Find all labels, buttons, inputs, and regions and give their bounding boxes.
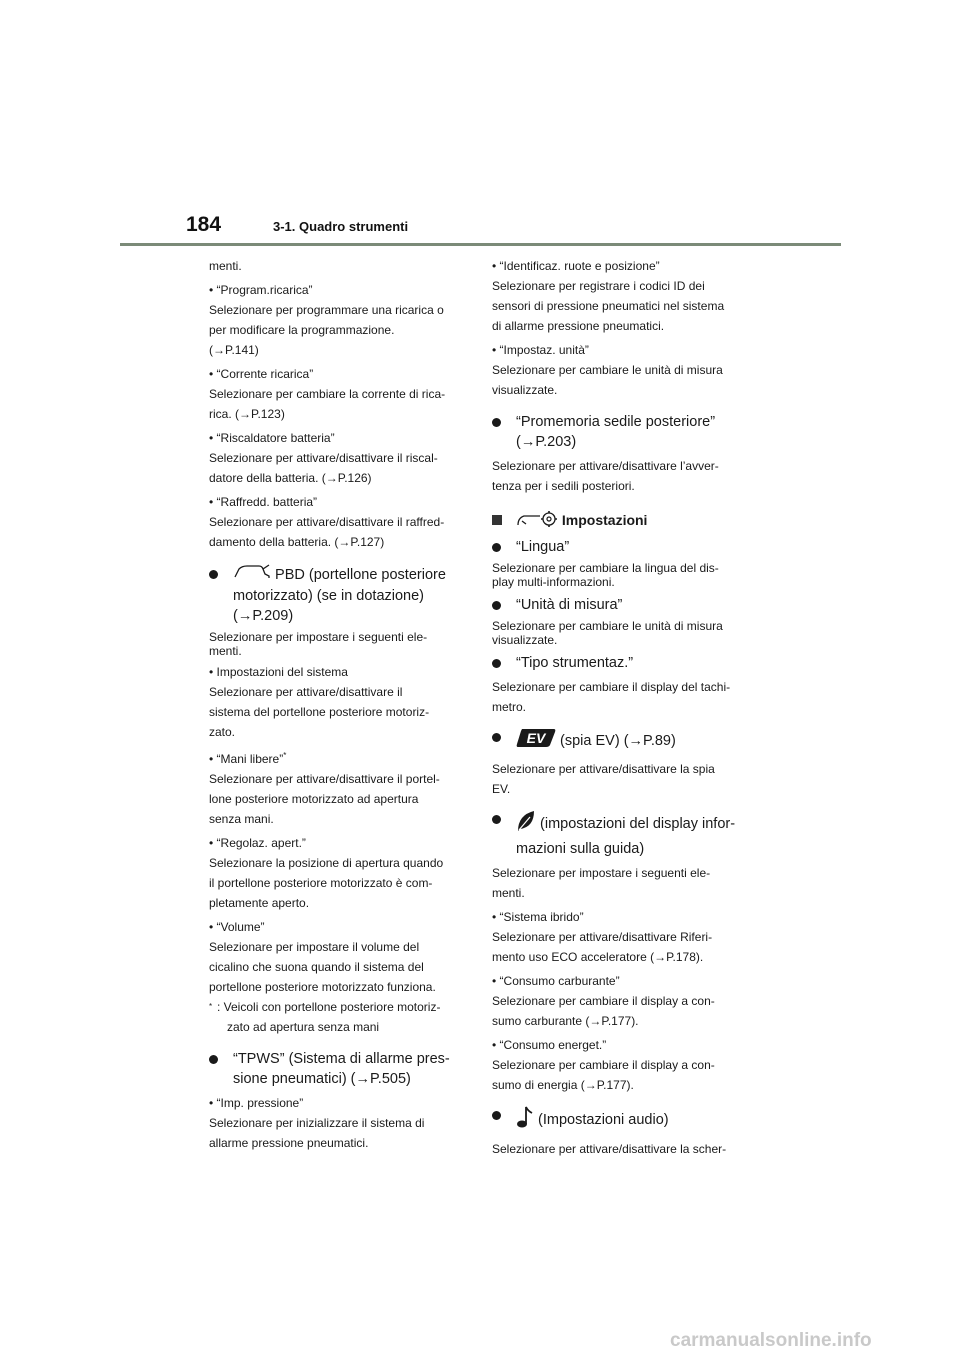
- text-line: portellone posteriore motorizzato funziona.: [209, 980, 436, 994]
- bullet-icon: [492, 418, 501, 427]
- text-line: pletamente aperto.: [209, 896, 310, 910]
- text-line: tenza per i sedili posteriori.: [492, 479, 635, 493]
- bullet-icon: [492, 601, 501, 610]
- text-line: metro.: [492, 700, 527, 714]
- bullet-icon: [492, 815, 501, 824]
- list-item: • “Program.ricarica”: [209, 283, 313, 297]
- text-line: rica. (→P.123): [209, 407, 285, 421]
- text-line: per modificare la programmazione.: [209, 323, 395, 337]
- svg-text:EV: EV: [526, 730, 546, 746]
- text-line: Selezionare la posizione di apertura quando: [209, 856, 444, 870]
- heading-text: sione pneumatici) (→P.505): [233, 1071, 411, 1087]
- text-line: Selezionare per attivare/disattivare il: [209, 685, 403, 699]
- text-line: Selezionare per attivare/disattivare il portel-: [209, 772, 440, 786]
- heading-text: (impostazioni del display infor-: [540, 815, 736, 832]
- heading-ev-indicator: [492, 727, 747, 755]
- text-line: Selezionare per programmare una ricarica o: [209, 303, 444, 317]
- right-column: [492, 256, 747, 1159]
- text-line: sumo di energia (→P.177).: [492, 1078, 634, 1092]
- heading-pbd: [209, 564, 464, 626]
- text-line: visualizzate.: [492, 633, 558, 647]
- heading-text: motorizzato) (se in dotazione): [233, 588, 424, 604]
- text-line: Selezionare per impostare i seguenti ele-: [209, 630, 428, 644]
- text-line: Selezionare per cambiare il display a con-: [492, 994, 715, 1008]
- list-item: • Impostazioni del sistema: [209, 665, 348, 679]
- footnote-text: : Veicoli con portellone posteriore motoriz-: [217, 1000, 441, 1014]
- list-item: • “Identificaz. ruote e posizione”: [492, 259, 660, 273]
- footnote: [209, 997, 464, 1037]
- list-item: • “Raffredd. batteria”: [209, 495, 318, 509]
- text-line: zato.: [209, 725, 236, 739]
- text-line: cicalino che suona quando il sistema del: [209, 960, 424, 974]
- text-line: Selezionare per cambiare il display a con-: [492, 1058, 715, 1072]
- text-line: visualizzate.: [492, 383, 558, 397]
- text-line: Selezionare per attivare/disattivare Riferi-: [492, 930, 713, 944]
- music-note-icon: [516, 1105, 534, 1135]
- text-line: menti.: [209, 259, 242, 273]
- heading-text: “Unità di misura”: [516, 597, 623, 613]
- text-line: allarme pressione pneumatici.: [209, 1136, 369, 1150]
- text-line: Selezionare per attivare/disattivare il raffred-: [209, 515, 445, 529]
- list-item: • “Consumo carburante”: [492, 974, 620, 988]
- list-item: • “Corrente ricarica”: [209, 367, 314, 381]
- text-line: Selezionare per inizializzare il sistema di: [209, 1116, 425, 1130]
- bullet-icon: [492, 659, 501, 668]
- footnote-text: zato ad apertura senza mani: [227, 1020, 380, 1034]
- text-line: Selezionare per impostare i seguenti ele-: [492, 866, 711, 880]
- heading-settings: [492, 510, 747, 533]
- bullet-icon: [492, 1111, 501, 1120]
- page-number: 184: [186, 213, 222, 236]
- ev-indicator-icon: [516, 727, 556, 755]
- footnote-mark: *: [283, 751, 287, 760]
- text-line: Selezionare per attivare/disattivare la spia: [492, 762, 715, 776]
- text-line: Selezionare per cambiare le unità di misura: [492, 363, 723, 377]
- list-item: • “Imp. pressione”: [209, 1096, 304, 1110]
- heading-audio-settings: [492, 1105, 747, 1135]
- text-line: damento della batteria. (→P.127): [209, 535, 385, 549]
- heading-text: PBD (portellone posteriore: [275, 566, 446, 583]
- heading-rear-seat-reminder: [492, 412, 747, 452]
- text-line: menti.: [209, 644, 242, 658]
- text-line: lone posteriore motorizzato ad apertura: [209, 792, 419, 806]
- left-column: [209, 256, 464, 1153]
- text-line: senza mani.: [209, 812, 274, 826]
- text-line: Selezionare per cambiare il display del tachi-: [492, 680, 731, 694]
- list-item: • “Consumo energet.”: [492, 1038, 607, 1052]
- heading-units: [492, 595, 747, 615]
- text-line: Selezionare per registrare i codici ID dei: [492, 279, 705, 293]
- tailgate-icon: [233, 564, 271, 586]
- heading-text: mazioni sulla guida): [516, 841, 645, 857]
- page-ref: (→P.141): [209, 343, 259, 357]
- bullet-icon: [492, 733, 501, 742]
- footnote-mark: *: [209, 1002, 213, 1011]
- page-ref: (→P.203): [516, 434, 577, 450]
- text-line: mento uso ECO acceleratore (→P.178).: [492, 950, 704, 964]
- text-line: sensori di pressione pneumatici nel sistema: [492, 299, 725, 313]
- text-line: Selezionare per attivare/disattivare l’avver-: [492, 459, 719, 473]
- square-bullet-icon: [492, 515, 502, 525]
- text-line: Selezionare per cambiare le unità di misura: [492, 619, 723, 633]
- header-divider: [120, 243, 841, 246]
- list-item: • “Sistema ibrido”: [492, 910, 584, 924]
- heading-text: Impostazioni: [561, 512, 648, 529]
- list-item: • “Volume”: [209, 920, 265, 934]
- car-settings-icon: [516, 510, 558, 533]
- heading-text: (spia EV) (→P.89): [560, 732, 676, 749]
- text-line: EV.: [492, 782, 511, 796]
- list-item: • “Regolaz. apert.”: [209, 836, 306, 850]
- heading-text: “Lingua”: [516, 539, 570, 555]
- text-line: Selezionare per cambiare la lingua del dis-: [492, 561, 719, 575]
- list-item: • “Riscaldatore batteria”: [209, 431, 335, 445]
- bullet-icon: [209, 570, 218, 579]
- heading-language: [492, 537, 747, 557]
- heading-meter-type: [492, 653, 747, 673]
- list-item: • “Impostaz. unità”: [492, 343, 589, 357]
- heading-tpws: [209, 1049, 464, 1089]
- text-line: datore della batteria. (→P.126): [209, 471, 372, 485]
- text-line: Selezionare per attivare/disattivare la scher-: [492, 1142, 727, 1156]
- heading-text: “Promemoria sedile posteriore”: [516, 414, 716, 430]
- text-line: menti.: [492, 886, 525, 900]
- heading-text: “Tipo strumentaz.”: [516, 655, 634, 671]
- text-line: Selezionare per cambiare la corrente di rica-: [209, 387, 446, 401]
- heading-text: “TPWS” (Sistema di allarme pres-: [233, 1051, 450, 1067]
- text-line: Selezionare per attivare/disattivare il riscal-: [209, 451, 438, 465]
- page-ref: (→P.209): [233, 608, 294, 624]
- text-line: sumo carburante (→P.177).: [492, 1014, 639, 1028]
- bullet-icon: [492, 543, 501, 552]
- list-item: [209, 746, 464, 769]
- leaf-icon: [516, 809, 536, 839]
- bullet-icon: [209, 1055, 218, 1064]
- text-line: Selezionare per impostare il volume del: [209, 940, 420, 954]
- text-line: di allarme pressione pneumatici.: [492, 319, 665, 333]
- text-line: il portellone posteriore motorizzato è com-: [209, 876, 433, 890]
- heading-text: (Impostazioni audio): [538, 1111, 669, 1128]
- text-line: sistema del portellone posteriore motoriz-: [209, 705, 430, 719]
- watermark: carmanualsonline.info: [670, 1330, 872, 1351]
- page-header: [0, 0, 960, 250]
- heading-eco-display: [492, 809, 747, 859]
- section-title: 3-1. Quadro strumenti: [273, 219, 409, 234]
- list-item-text: • “Mani libere”: [209, 752, 284, 766]
- text-line: play multi-informazioni.: [492, 575, 615, 589]
